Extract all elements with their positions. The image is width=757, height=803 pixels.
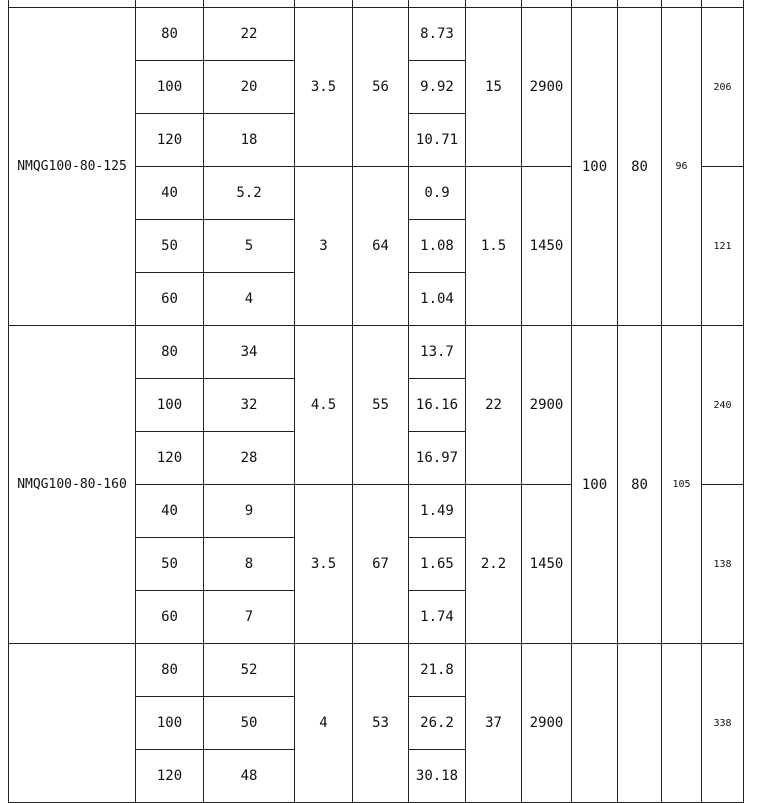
rpm-cell: 2900 — [522, 326, 572, 485]
inlet-cell — [572, 644, 618, 803]
efficiency-cell: 64 — [353, 167, 409, 326]
weight-cell — [662, 644, 702, 803]
pump-spec-table — [8, 0, 744, 803]
shaft-power-cell: 26.2 — [409, 697, 466, 750]
shaft-power-cell: 1.65 — [409, 538, 466, 591]
rpm-cell: 1450 — [522, 167, 572, 326]
flow-cell: 80 — [136, 644, 204, 697]
model-cell — [9, 644, 136, 803]
lift-cell: 18 — [204, 114, 295, 167]
motor-power-cell: 37 — [466, 644, 522, 803]
shaft-power-cell: 10.71 — [409, 114, 466, 167]
outlet-cell — [618, 644, 662, 803]
lift-cell: 28 — [204, 432, 295, 485]
shaft-power-cell: 9.92 — [409, 61, 466, 114]
head-cell: 3.5 — [295, 485, 353, 644]
flow-cell: 50 — [136, 538, 204, 591]
lift-cell: 32 — [204, 379, 295, 432]
table-row — [9, 0, 744, 8]
lift-cell: 52 — [204, 644, 295, 697]
head-cell: 3.5 — [295, 8, 353, 167]
flow-cell: 120 — [136, 114, 204, 167]
shaft-power-cell: 8.73 — [409, 8, 466, 61]
rpm-cell: 2900 — [522, 644, 572, 803]
shaft-power-cell: 1.74 — [409, 591, 466, 644]
lift-cell: 20 — [204, 61, 295, 114]
rpm-cell: 1450 — [522, 485, 572, 644]
rpm-cell: 2900 — [522, 8, 572, 167]
shaft-power-cell: 1.49 — [409, 485, 466, 538]
motor-power-cell: 22 — [466, 326, 522, 485]
head-cell: 3 — [295, 167, 353, 326]
lift-cell: 5.2 — [204, 167, 295, 220]
weight-cell: 96 — [662, 8, 702, 326]
efficiency-cell: 56 — [353, 8, 409, 167]
shaft-power-cell: 1.04 — [409, 273, 466, 326]
shaft-power-cell: 1.08 — [409, 220, 466, 273]
lift-cell: 5 — [204, 220, 295, 273]
motor-power-cell: 2.2 — [466, 485, 522, 644]
shaft-power-cell: 0.9 — [409, 167, 466, 220]
unit-weight-cell: 338 — [702, 644, 744, 803]
motor-power-cell: 1.5 — [466, 167, 522, 326]
flow-cell: 80 — [136, 326, 204, 379]
efficiency-cell: 53 — [353, 644, 409, 803]
flow-cell: 100 — [136, 61, 204, 114]
model-cell: NMQG100-80-160 — [9, 326, 136, 644]
shaft-power-cell: 16.97 — [409, 432, 466, 485]
lift-cell: 7 — [204, 591, 295, 644]
inlet-cell: 100 — [572, 8, 618, 326]
lift-cell: 34 — [204, 326, 295, 379]
lift-cell: 22 — [204, 8, 295, 61]
outlet-cell: 80 — [618, 8, 662, 326]
shaft-power-cell: 21.8 — [409, 644, 466, 697]
lift-cell: 4 — [204, 273, 295, 326]
unit-weight-cell: 206 — [702, 8, 744, 167]
shaft-power-cell: 16.16 — [409, 379, 466, 432]
lift-cell: 8 — [204, 538, 295, 591]
flow-cell: 40 — [136, 485, 204, 538]
outlet-cell: 80 — [618, 326, 662, 644]
weight-cell: 105 — [662, 326, 702, 644]
table-row — [9, 8, 744, 61]
flow-cell: 100 — [136, 697, 204, 750]
table-row — [9, 326, 744, 379]
flow-cell: 60 — [136, 273, 204, 326]
lift-cell: 50 — [204, 697, 295, 750]
unit-weight-cell: 240 — [702, 326, 744, 485]
head-cell: 4.5 — [295, 326, 353, 485]
unit-weight-cell: 138 — [702, 485, 744, 644]
shaft-power-cell: 13.7 — [409, 326, 466, 379]
flow-cell: 80 — [136, 8, 204, 61]
lift-cell: 9 — [204, 485, 295, 538]
shaft-power-cell: 30.18 — [409, 750, 466, 803]
flow-cell: 60 — [136, 591, 204, 644]
flow-cell: 40 — [136, 167, 204, 220]
lift-cell: 48 — [204, 750, 295, 803]
flow-cell: 50 — [136, 220, 204, 273]
flow-cell: 120 — [136, 432, 204, 485]
motor-power-cell: 15 — [466, 8, 522, 167]
table-row — [9, 644, 744, 697]
efficiency-cell: 55 — [353, 326, 409, 485]
model-cell: NMQG100-80-125 — [9, 8, 136, 326]
head-cell: 4 — [295, 644, 353, 803]
unit-weight-cell: 121 — [702, 167, 744, 326]
flow-cell: 100 — [136, 379, 204, 432]
inlet-cell: 100 — [572, 326, 618, 644]
efficiency-cell: 67 — [353, 485, 409, 644]
flow-cell: 120 — [136, 750, 204, 803]
